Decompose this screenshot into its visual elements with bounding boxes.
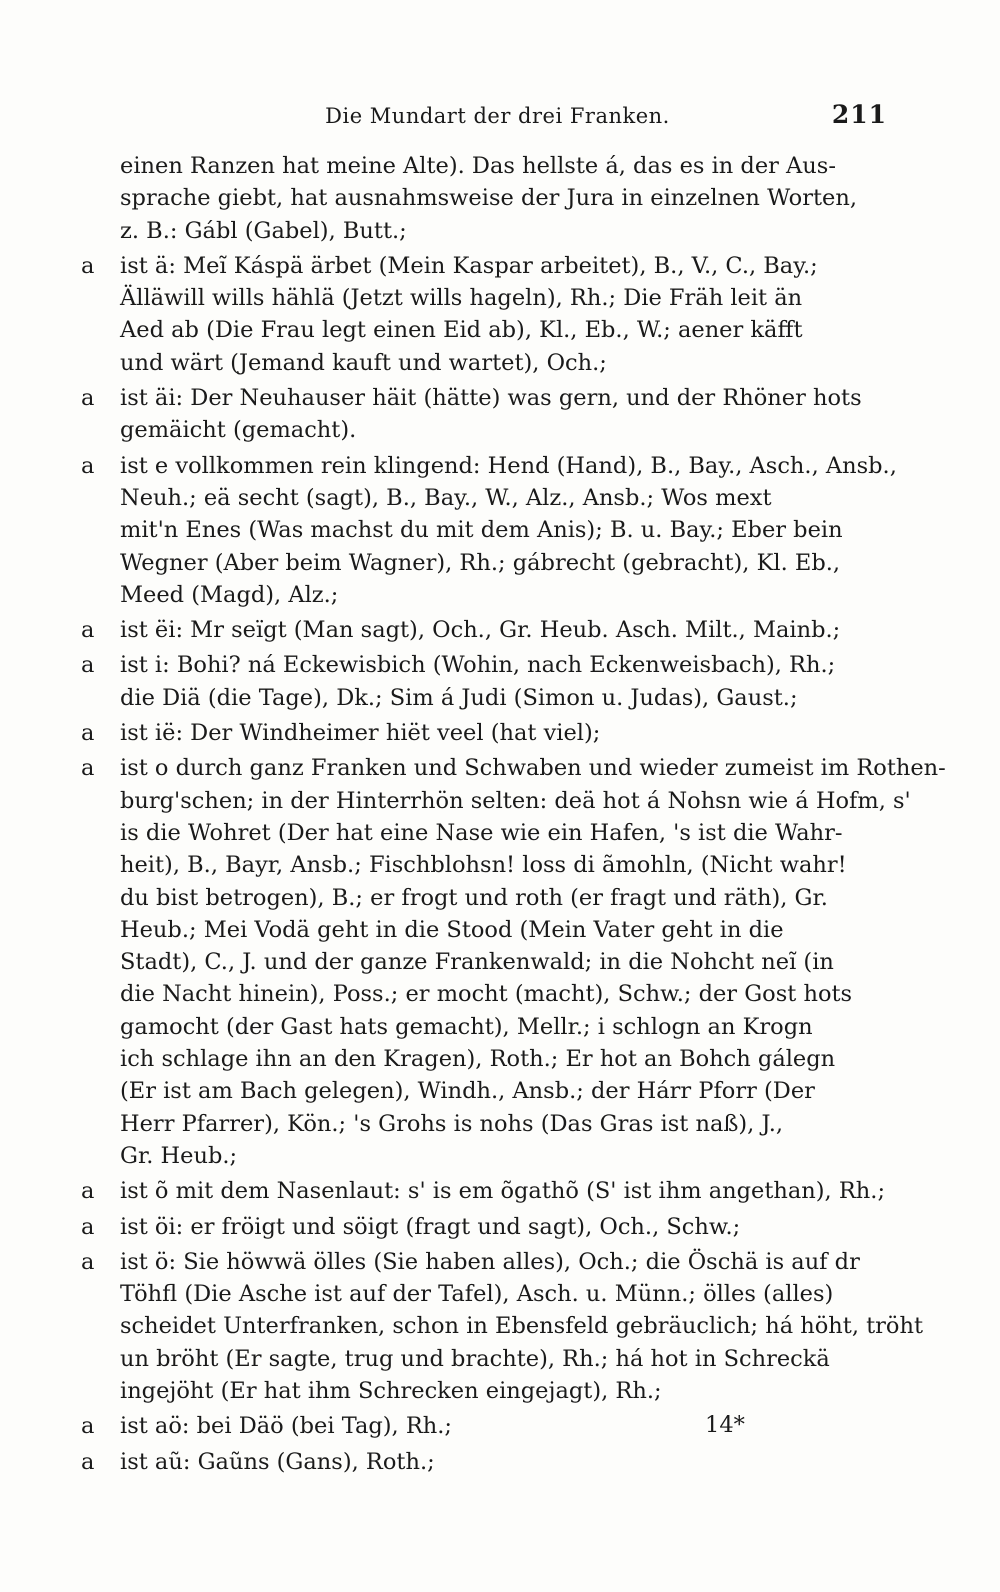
entry-marker: a <box>81 252 95 279</box>
text-line <box>120 849 868 881</box>
text-line <box>120 1075 868 1107</box>
text-line <box>120 579 868 611</box>
line-text: Herr Pfarrer), Kön.; 's Grohs is nohs (Das Gras ist naß), J., <box>120 1110 784 1137</box>
line-text: z. B.: Gábl (Gabel), Butt.; <box>120 217 407 244</box>
text-line <box>81 1211 868 1243</box>
entry-marker: a <box>81 385 95 412</box>
line-text: ist i: Bohi? ná Eckewisbich (Wohin, nach Eckenweisbach), Rh.; <box>120 652 836 679</box>
entry-marker: a <box>81 1178 95 1205</box>
body-text <box>81 150 946 1478</box>
text-line <box>120 347 868 379</box>
entry-marker: a <box>81 755 95 782</box>
line-text: die Nacht hinein), Poss.; er mocht (macht), Schw.; der Gost hots <box>120 981 853 1008</box>
running-head <box>120 100 887 134</box>
entry-marker: a <box>81 452 95 479</box>
line-text: Neuh.; eä secht (sagt), B., Bay., W., Alz., Ansb.; Wos mext <box>120 484 772 511</box>
line-text: ist ö: Sie höwwä ölles (Sie haben alles), Och.; die Öschä is auf dr <box>120 1248 860 1275</box>
running-title: Die Mundart der drei Franken. <box>325 104 670 128</box>
line-text: ist ië: Der Windheimer hiët veel (hat viel); <box>120 720 601 747</box>
line-text: ist aũ: Gaũns (Gans), Roth.; <box>120 1448 435 1475</box>
text-line <box>120 1011 868 1043</box>
line-text: (Er ist am Bach gelegen), Windh., Ansb.; der Hárr Pforr (Der <box>120 1078 815 1105</box>
text-line <box>81 1175 886 1207</box>
line-text: mit'n Enes (Was machst du mit dem Anis); B. u. Bay.; Eber bein <box>120 517 843 544</box>
text-line <box>120 946 868 978</box>
entry-marker: a <box>81 1448 95 1475</box>
text-line <box>81 250 868 282</box>
line-text: ist ä: Meĩ Káspä ärbet (Mein Kaspar arbeitet), B., V., C., Bay.; <box>120 252 818 279</box>
page-number: 211 <box>831 100 887 129</box>
text-line <box>120 682 868 714</box>
text-line <box>120 882 868 914</box>
text-line <box>81 1446 868 1478</box>
text-line <box>120 182 868 214</box>
entry-marker: a <box>81 1213 95 1240</box>
line-text: Meed (Magd), Alz.; <box>120 581 339 608</box>
line-text: du bist betrogen), B.; er frogt und roth (er fragt und räth), Gr. <box>120 884 828 911</box>
text-line <box>81 614 868 646</box>
entry-marker: a <box>81 617 95 644</box>
text-line <box>120 978 868 1010</box>
line-text: gamocht (der Gast hats gemacht), Mellr.; i schlogn an Krogn <box>120 1013 813 1040</box>
text-line <box>120 1108 868 1140</box>
text-line <box>81 450 897 482</box>
text-line <box>120 817 868 849</box>
line-text: Wegner (Aber beim Wagner), Rh.; gábrecht (gebracht), Kl. Eb., <box>120 549 841 576</box>
entry-marker: a <box>81 1413 95 1440</box>
line-text: die Diä (die Tage), Dk.; Sim á Judi (Simon u. Judas), Gaust.; <box>120 684 798 711</box>
line-text: ist öi: er fröigt und söigt (fragt und sagt), Och., Schw.; <box>120 1213 741 1240</box>
sheet-signature: 14* <box>705 1412 745 1438</box>
text-line <box>120 547 868 579</box>
line-text: und wärt (Jemand kauft und wartet), Och.; <box>120 349 607 376</box>
line-text: ingejöht (Er hat ihm Schrecken eingejagt), Rh.; <box>120 1377 662 1404</box>
text-line <box>120 150 868 182</box>
line-text: is die Wohret (Der hat eine Nase wie ein Hafen, 's ist die Wahr- <box>120 819 843 846</box>
entry-marker: a <box>81 652 95 679</box>
text-line <box>81 717 868 749</box>
text-line <box>81 382 868 414</box>
line-text: ist õ mit dem Nasenlaut: s' is em õgathõ (S' ist ihm angethan), Rh.; <box>120 1178 886 1205</box>
text-line <box>120 1375 868 1407</box>
line-text: einen Ranzen hat meine Alte). Das hellste á, das es in der Aus- <box>120 153 836 179</box>
line-text: sprache giebt, hat ausnahmsweise der Jura in einzelnen Worten, <box>120 185 857 212</box>
line-text: Stadt), C., J. und der ganze Frankenwald; in die Nohcht neĩ (in <box>120 949 834 976</box>
text-line <box>81 1246 868 1278</box>
line-text: Aed ab (Die Frau legt einen Eid ab), Kl., Eb., W.; aener käfft <box>120 317 803 344</box>
line-text: ich schlage ihn an den Kragen), Roth.; Er hot an Bohch gálegn <box>120 1046 836 1073</box>
line-text: Töhfl (Die Asche ist auf der Tafel), Asch. u. Münn.; ölles (alles) <box>120 1281 834 1308</box>
text-line <box>120 1343 868 1375</box>
text-line <box>81 752 946 784</box>
entry-marker: a <box>81 1248 95 1275</box>
line-text: Älläwill wills hählä (Jetzt wills hageln), Rh.; Die Fräh leit än <box>120 285 803 312</box>
line-text: Gr. Heub.; <box>120 1142 238 1169</box>
line-text: Heub.; Mei Vodä geht in die Stood (Mein Vater geht in die <box>120 916 784 943</box>
text-line <box>120 414 868 446</box>
line-text: scheidet Unterfranken, schon in Ebensfeld gebräuclich; há höht, tröht <box>120 1313 924 1340</box>
text-line <box>120 514 868 546</box>
line-text: ist äi: Der Neuhauser häit (hätte) was gern, und der Rhöner hots <box>120 385 862 412</box>
line-text: heit), B., Bayr, Ansb.; Fischblohsn! loss di ãmohln, (Nicht wahr! <box>120 852 847 879</box>
text-line <box>120 1310 924 1342</box>
line-text: ist aö: bei Däö (bei Tag), Rh.; <box>120 1413 453 1440</box>
text-line <box>120 215 868 247</box>
line-text: ist e vollkommen rein klingend: Hend (Hand), B., Bay., Asch., Ansb., <box>120 452 897 479</box>
text-line <box>120 282 868 314</box>
line-text: burg'schen; in der Hinterrhön selten: deä hot á Nohsn wie á Hofm, s' <box>120 787 911 814</box>
line-text: gemäicht (gemacht). <box>120 417 357 444</box>
text-line <box>120 914 868 946</box>
text-line <box>120 314 868 346</box>
entry-marker: a <box>81 720 95 747</box>
text-line <box>120 1278 868 1310</box>
text-line <box>120 1140 868 1172</box>
line-text: ist o durch ganz Franken und Schwaben und wieder zumeist im Rothen- <box>120 755 946 782</box>
line-text: ist ëi: Mr seïgt (Man sagt), Och., Gr. Heub. Asch. Milt., Mainb.; <box>120 617 841 644</box>
text-line <box>81 1410 868 1442</box>
text-line <box>120 1043 868 1075</box>
line-text: un bröht (Er sagte, trug und brachte), Rh.; há hot in Schreckä <box>120 1345 830 1372</box>
text-line <box>120 785 911 817</box>
text-line <box>81 649 868 681</box>
text-line <box>120 482 868 514</box>
